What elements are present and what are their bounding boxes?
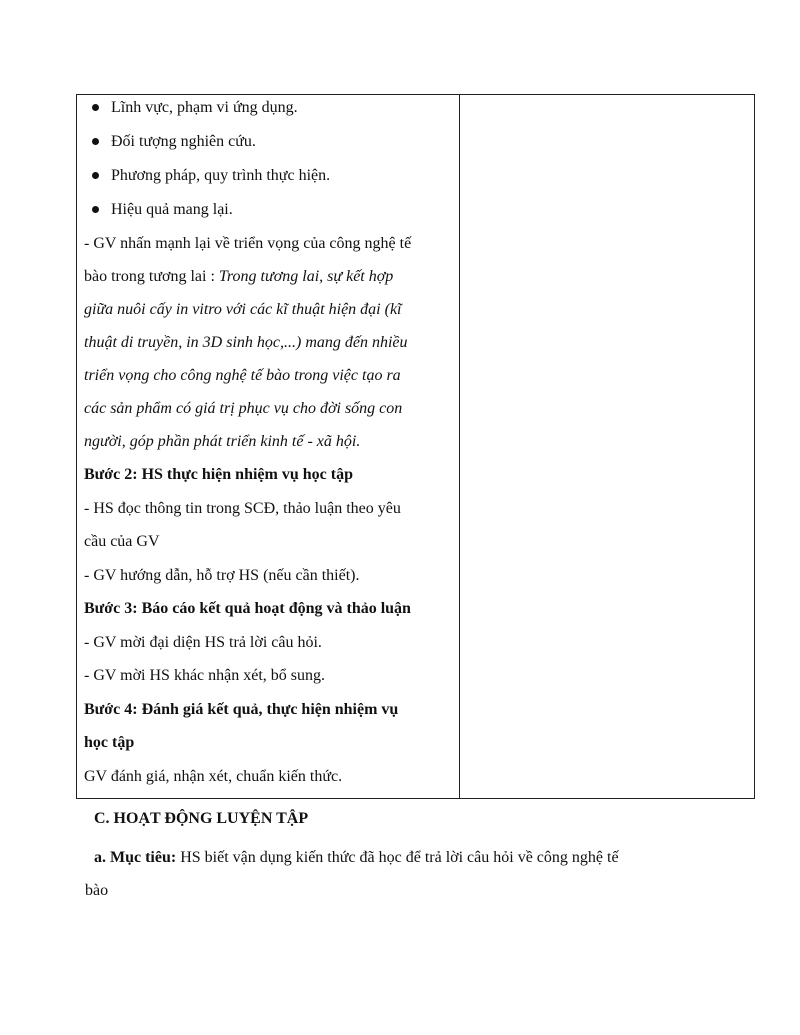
- teacher-activity-cell: [77, 95, 460, 799]
- italic-text: Trong tương lai, sự kết hợp: [218, 268, 394, 285]
- list-item: [84, 159, 453, 193]
- bullet-icon: [92, 172, 99, 179]
- step-heading: Bước 2: HS thực hiện nhiệm vụ học tập: [84, 466, 353, 483]
- paragraph-line: GV đánh giá, nhận xét, chuẩn kiến thức.: [84, 767, 343, 785]
- activity-table: [76, 94, 755, 799]
- italic-line: người, góp phần phát triển kinh tế - xã hội.: [84, 433, 361, 450]
- paragraph-line: [84, 260, 453, 293]
- bullet-text: Hiệu quả mang lại.: [111, 201, 233, 218]
- table-row: [77, 95, 755, 799]
- step-heading: Bước 3: Báo cáo kết quả hoạt động và thảo luận: [84, 600, 411, 617]
- paragraph-line: - GV mời đại diện HS trả lời câu hỏi.: [84, 633, 322, 651]
- paragraph-line: - HS đọc thông tin trong SCĐ, thảo luận theo yêu: [84, 499, 401, 517]
- paragraph-text: bào trong tương lai :: [84, 268, 219, 285]
- objective: [85, 841, 725, 907]
- bullet-icon: [92, 206, 99, 213]
- section-title: C. HOẠT ĐỘNG LUYỆN TẬP: [94, 810, 309, 827]
- expected-product-cell: [460, 95, 755, 799]
- bullet-icon: [92, 138, 99, 145]
- italic-line: giữa nuôi cấy in vitro với các kĩ thuật hiện đại (kĩ: [84, 301, 402, 318]
- teacher-activity-content: [77, 91, 459, 798]
- list-item: [84, 91, 453, 125]
- italic-line: thuật di truyền, in 3D sinh học,...) mang đến nhiều: [84, 334, 408, 351]
- bullet-icon: [92, 104, 99, 111]
- objective-label: a. Mục tiêu:: [94, 849, 177, 866]
- step-heading: Bước 4: Đánh giá kết quả, thực hiện nhiệm vụ: [84, 700, 399, 718]
- italic-line: triển vọng cho công nghệ tế bào trong việc tạo ra: [84, 367, 401, 384]
- paragraph-line: - GV mời HS khác nhận xét, bổ sung.: [84, 667, 326, 684]
- paragraph-line: - GV hướng dẫn, hỗ trợ HS (nếu cần thiết).: [84, 566, 360, 584]
- italic-line: các sản phẩm có giá trị phục vụ cho đời sống con: [84, 400, 403, 417]
- step-heading: học tập: [84, 734, 135, 751]
- list-item: [84, 193, 453, 227]
- paragraph-line: cầu của GV: [84, 533, 160, 550]
- paragraph-line: - GV nhấn mạnh lại về triển vọng của công nghệ tế: [84, 235, 412, 252]
- objective-line: [85, 841, 725, 874]
- bullet-text: Phương pháp, quy trình thực hiện.: [111, 167, 331, 184]
- bullet-text: Đối tượng nghiên cứu.: [111, 133, 256, 150]
- bullet-list: [84, 91, 453, 227]
- practice-section: [85, 802, 734, 899]
- objective-text: HS biết vận dụng kiến thức đã học để trả lời câu hỏi về công nghệ tế: [176, 849, 619, 866]
- objective-line: bào: [85, 882, 109, 899]
- bullet-text: Lĩnh vực, phạm vi ứng dụng.: [111, 99, 298, 116]
- list-item: [84, 125, 453, 159]
